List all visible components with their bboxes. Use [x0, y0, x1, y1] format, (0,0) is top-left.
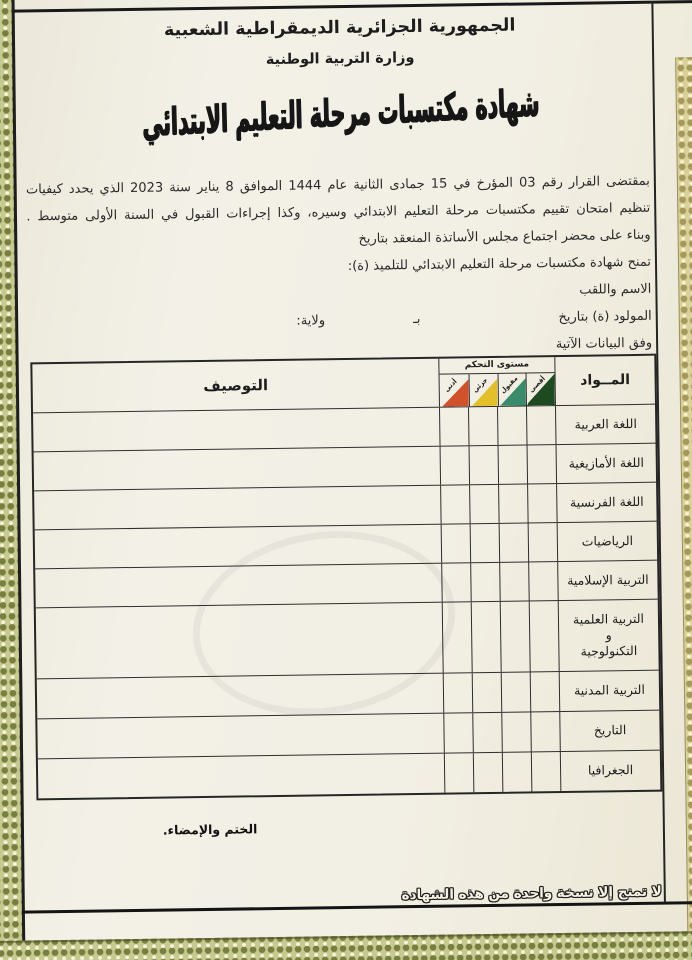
- description-cell: [34, 486, 440, 530]
- description-cell: [35, 525, 441, 569]
- level-mark-cell: [469, 485, 499, 523]
- ministry-header: وزارة التربية الوطنية: [265, 50, 415, 69]
- subject-french: اللغة الفرنسية: [556, 483, 657, 522]
- level-mark-cell: [531, 752, 561, 791]
- level-mark-cell: [473, 753, 503, 792]
- level-mark-cell: [470, 524, 500, 562]
- subject-science-technology: التربية العلمية و التكنولوجية: [558, 600, 659, 671]
- country-header: الجمهورية الجزائرية الديمقراطية الشعبية: [163, 15, 516, 41]
- subject-islamic-education: التربية الإسلامية: [557, 561, 658, 600]
- level-mark-cell: [468, 407, 498, 445]
- level-mark-cell: [528, 523, 558, 561]
- mastery-level-cells: [440, 373, 555, 407]
- level-mark-cell: [441, 563, 471, 601]
- level-label-min: أدنى: [442, 377, 459, 394]
- description-column-header: التوصيف: [203, 376, 269, 395]
- level-mark-cell: [499, 562, 529, 600]
- subject-geography: الجغرافيا: [560, 751, 661, 791]
- subject-arabic: اللغة العربية: [555, 405, 656, 444]
- level-mark-cell: [472, 713, 502, 752]
- level-mark-cell: [439, 407, 469, 445]
- subject-math: الرياضيات: [557, 522, 658, 561]
- level-cell-acceptable: [497, 373, 526, 405]
- level-mark-cell: [501, 672, 531, 711]
- level-mark-cell: [530, 712, 560, 751]
- level-mark-cell: [443, 673, 473, 712]
- decree-line-2: تنظيم امتحان تقييم مكتسبات مرحلة التعليم الابتدائي وسيره، وكذا إجراءات القبول في السنة الأولى متوسط .: [26, 200, 651, 225]
- description-cell: [37, 674, 444, 719]
- born-date-label: المولود (ة) بتاريخ: [558, 308, 652, 326]
- single-copy-note: لا تمنح إلا نسخة واحدة من هذه الشهادة: [401, 883, 662, 904]
- level-mark-cell: [442, 602, 472, 672]
- level-mark-cell: [529, 601, 559, 671]
- level-mark-cell: [443, 713, 473, 752]
- level-mark-cell: [527, 484, 557, 522]
- description-cell: [33, 408, 439, 452]
- results-table: [30, 354, 662, 801]
- level-mark-cell: [471, 602, 501, 672]
- description-cell: [37, 714, 444, 759]
- description-cell: [34, 447, 440, 491]
- frame-line-top: [13, 0, 692, 13]
- level-cell-min: [440, 374, 469, 406]
- subject-history: التاريخ: [559, 711, 660, 751]
- level-mark-cell: [497, 406, 527, 444]
- description-cell: [35, 564, 441, 608]
- subject-civic-education: التربية المدنية: [559, 671, 660, 711]
- level-label-partial: جزئي: [470, 376, 489, 395]
- name-field-label: الاسم واللقب: [579, 281, 652, 298]
- level-mark-cell: [501, 712, 531, 751]
- description-cell: [38, 754, 445, 799]
- level-mark-cell: [440, 446, 470, 484]
- subjects-column-header: المــواد: [554, 356, 655, 405]
- level-mark-cell: [500, 601, 530, 671]
- level-cell-partial: [468, 374, 497, 406]
- level-label-max: أقصى: [527, 374, 548, 395]
- level-mark-cell: [440, 485, 470, 523]
- level-mark-cell: [441, 524, 471, 562]
- body-paragraph: [26, 168, 653, 366]
- level-cell-max: [526, 373, 555, 405]
- decree-line-1: بمقتضى القرار رقم 03 المؤرخ في 15 جمادى الثانية عام 1444 الموافق 8 يناير سنة 2023 الذي يحدد كيفيات: [25, 173, 650, 198]
- level-label-acceptable: مقبول: [498, 374, 519, 395]
- level-mark-cell: [502, 752, 532, 791]
- level-mark-cell: [472, 673, 502, 712]
- seal-signature-label: الختم والإمضاء.: [162, 821, 258, 838]
- level-mark-cell: [470, 563, 500, 601]
- mastery-levels-header: [438, 357, 555, 407]
- certificate-title: شهادة مكتسبات مرحلة التعليم الابتدائي: [141, 80, 540, 145]
- wilaya-label: ولاية:: [296, 313, 326, 329]
- table-header-row: [32, 356, 655, 413]
- table-intro-line: وفق البيانات الآتية: [555, 335, 653, 353]
- council-line: وبناء على محضر اجتماع مجلس الأساتذة المنعقد بتاريخ: [358, 227, 651, 247]
- level-mark-cell: [499, 523, 529, 561]
- level-mark-cell: [444, 753, 474, 792]
- level-mark-cell: [527, 445, 557, 483]
- grant-line: تمنح شهادة مكتسبات مرحلة التعليم الابتدائي للتلميذ (ة):: [347, 254, 652, 274]
- frame-line-bottom: [22, 901, 692, 914]
- level-mark-cell: [528, 562, 558, 600]
- level-mark-cell: [498, 484, 528, 522]
- born-place-label: بـ: [412, 311, 421, 328]
- level-mark-cell: [498, 445, 528, 483]
- level-mark-cell: [526, 406, 556, 444]
- level-mark-cell: [469, 446, 499, 484]
- subject-amazigh: اللغة الأمازيغية: [556, 444, 657, 483]
- description-cell: [36, 603, 443, 679]
- mastery-level-title: مستوى التحكم: [439, 357, 554, 375]
- table-row: [36, 599, 659, 679]
- level-mark-cell: [530, 672, 560, 711]
